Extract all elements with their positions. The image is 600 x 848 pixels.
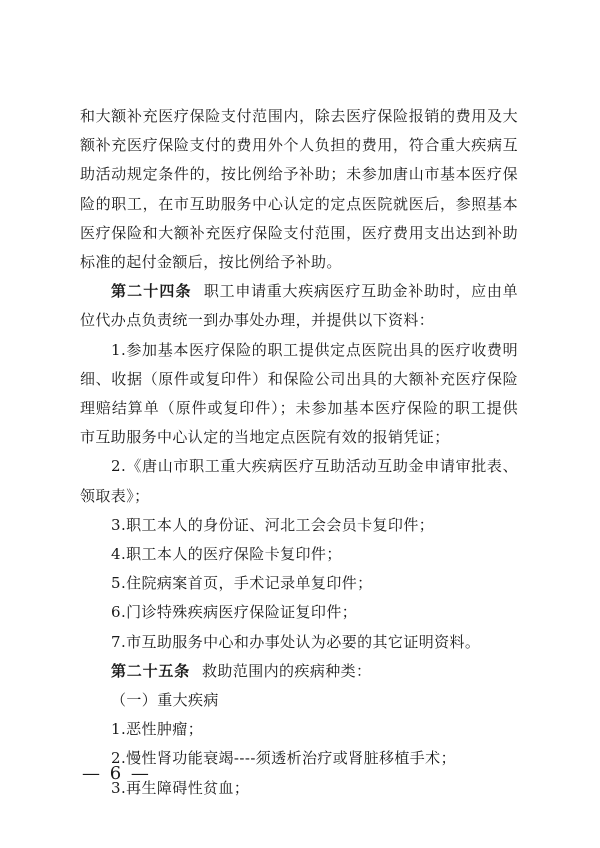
page-number: — 6 — xyxy=(82,763,151,784)
list-item-5: 5.住院病案首页，手术记录单复印件； xyxy=(111,574,373,593)
article-24-heading: 第二十四条 xyxy=(111,282,192,301)
list-item-6: 6.门诊特殊疾病医疗保险证复印件； xyxy=(111,603,358,622)
disease-item-3: 3.再生障碍性贫血； xyxy=(111,778,250,797)
article-25-text: 救助范围内的疾病种类： xyxy=(202,661,372,680)
article-24-text: 职工申请重大疾病医疗互助金补助时，应由单位代办点负责统一到办事处办理，并提供以下资料： xyxy=(80,282,518,330)
list-item-3: 3.职工本人的身份证、河北工会会员卡复印件； xyxy=(111,515,435,534)
paragraph-continuation: 和大额补充医疗保险支付范围内，除去医疗保险报销的费用及大额补充医疗保险支付的费用外个人负担的费用，符合重大疾病互助活动规定条件的，按比例给予补助；未参加唐山市基本医疗保险的职工，在市互助服务中心认定的定点医院就医后，参照基本医疗保险和大额补充医疗保险支付范围，医疗费用支出达到补助标准的起付金额后，按比例给予补助。 xyxy=(80,107,518,272)
document-body xyxy=(80,102,518,803)
list-item-4: 4.职工本人的医疗保险卡复印件； xyxy=(111,545,342,564)
article-25 xyxy=(80,657,518,686)
section-heading-major-disease: （一）重大疾病 xyxy=(111,691,219,710)
list-item-7: 7.市互助服务中心和办事处认为必要的其它证明资料。 xyxy=(111,632,481,651)
disease-item-2: 2.慢性肾功能衰竭----须透析治疗或肾脏移植手术； xyxy=(111,749,456,768)
list-item-2: 2.《唐山市职工重大疾病医疗互助活动互助金申请审批表、领取表》； xyxy=(80,457,518,505)
article-24 xyxy=(80,277,518,335)
article-25-heading: 第二十五条 xyxy=(111,661,191,680)
list-item-1: 1.参加基本医疗保险的职工提供定点医院出具的医疗收费明细、收据（原件或复印件）和保险公司出具的大额补充医疗保险理赔结算单（原件或复印件）；未参加基本医疗保险的职工提供市互助服务中心认定的当地定点医院有效的报销凭证； xyxy=(80,340,518,447)
disease-item-1: 1.恶性肿瘤； xyxy=(111,720,204,739)
